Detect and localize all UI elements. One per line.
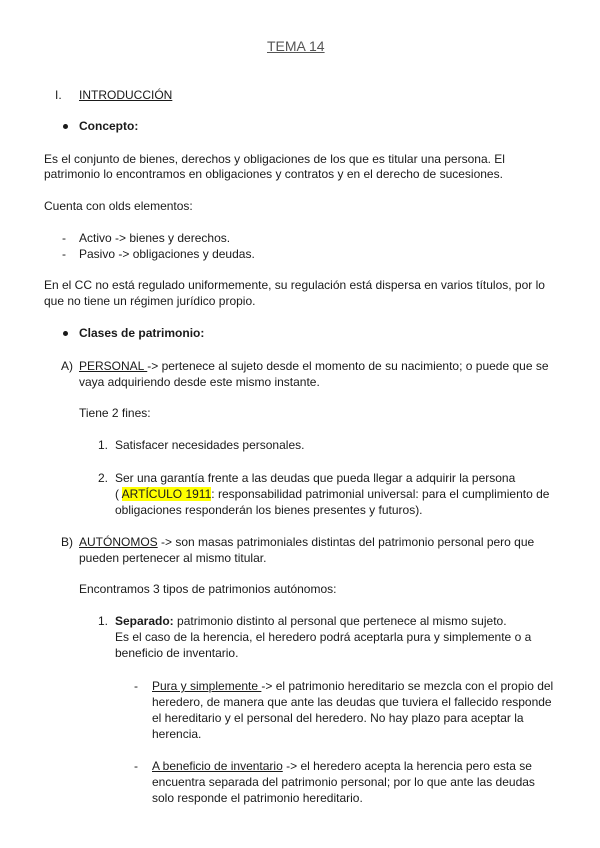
open-paren: ( [115, 487, 119, 501]
paragraph-line: solo responde el patrimonio hereditario. [152, 791, 363, 805]
autonomos-label: AUTÓNOMOS [79, 535, 158, 549]
paragraph-line: herencia. [152, 727, 202, 741]
clases-heading: Clases de patrimonio: [79, 326, 205, 340]
pura-label: Pura y simplemente [152, 679, 262, 693]
bullet-icon [63, 331, 68, 336]
paragraph-line: encuentra separada del patrimonio personal; por lo que ante las deudas [152, 775, 535, 789]
pura-line [152, 678, 553, 694]
autonomos-text: -> son masas patrimoniales distintas del patrimonio personal pero que [157, 535, 535, 549]
separado-label: Separado: [115, 614, 174, 628]
paragraph-line: patrimonio lo encontramos en obligaciones y contratos y en el derecho de sucesiones. [44, 167, 503, 181]
paragraph-line: vaya adquiriendo desde este mismo instante. [79, 375, 320, 389]
paragraph-line: el hereditario y el personal del heredero. No hay plazo para aceptar la [152, 711, 524, 725]
section-number: I. [55, 88, 62, 102]
personal-line [79, 358, 549, 374]
paragraph-line: pueden pertenecer al mismo titular. [79, 551, 267, 565]
pura-text: -> el patrimonio hereditario se mezcla con el propio del [261, 679, 554, 693]
paragraph: Encontramos 3 tipos de patrimonios autónomos: [79, 582, 337, 596]
autonomos-line [79, 534, 534, 550]
beneficio-line [152, 758, 532, 774]
list-item: Satisfacer necesidades personales. [115, 438, 305, 452]
list-marker: A) [61, 359, 73, 373]
list-marker: - [62, 247, 66, 261]
paragraph-line: que no tiene un régimen jurídico propio. [44, 294, 256, 308]
bullet-icon [63, 124, 68, 129]
list-marker: B) [61, 535, 73, 549]
paragraph-line: heredero, de manera que ante las deudas que tuviera el fallecido responde [152, 695, 552, 709]
separado-line [115, 613, 507, 629]
list-marker: - [134, 679, 138, 693]
personal-label: PERSONAL [79, 359, 148, 373]
article-text: : responsabilidad patrimonial universal: para el cumplimiento de [211, 487, 550, 501]
paragraph-line: Es el caso de la herencia, el heredero podrá aceptarla pura y simplemente o a [115, 630, 532, 644]
paragraph-line: obligaciones responderán los bienes presentes y futuros). [115, 503, 423, 517]
list-marker: - [134, 759, 138, 773]
personal-text: -> pertenece al sujeto desde el momento de su nacimiento; o puede que se [147, 359, 549, 373]
page-title: TEMA 14 [267, 38, 325, 54]
paragraph-line: En el CC no está regulado uniformemente, su regulación está dispersa en varios títulos, por lo [44, 278, 545, 292]
list-marker: - [62, 231, 66, 245]
separado-text: patrimonio distinto al personal que pertenece al mismo sujeto. [173, 614, 507, 628]
list-item: Activo -> bienes y derechos. [79, 231, 231, 245]
beneficio-text: -> el heredero acepta la herencia pero esta se [282, 759, 532, 773]
paragraph: Cuenta con olds elementos: [44, 199, 193, 213]
section-heading: INTRODUCCIÓN [79, 88, 173, 102]
concepto-heading: Concepto: [79, 119, 139, 133]
article-highlight: ARTÍCULO 1911 [121, 487, 212, 501]
beneficio-label: A beneficio de inventario [152, 759, 283, 773]
list-number: 1. [98, 614, 109, 628]
list-item: Ser una garantía frente a las deudas que pueda llegar a adquirir la persona [115, 471, 516, 485]
list-number: 2. [98, 471, 109, 485]
list-item: Pasivo -> obligaciones y deudas. [79, 247, 255, 261]
paragraph-line: Es el conjunto de bienes, derechos y obligaciones de los que es titular una persona. El [44, 152, 505, 166]
paragraph-line: beneficio de inventario. [115, 646, 239, 660]
paragraph: Tiene 2 fines: [79, 406, 151, 420]
article-line [115, 486, 549, 502]
list-number: 1. [98, 438, 109, 452]
